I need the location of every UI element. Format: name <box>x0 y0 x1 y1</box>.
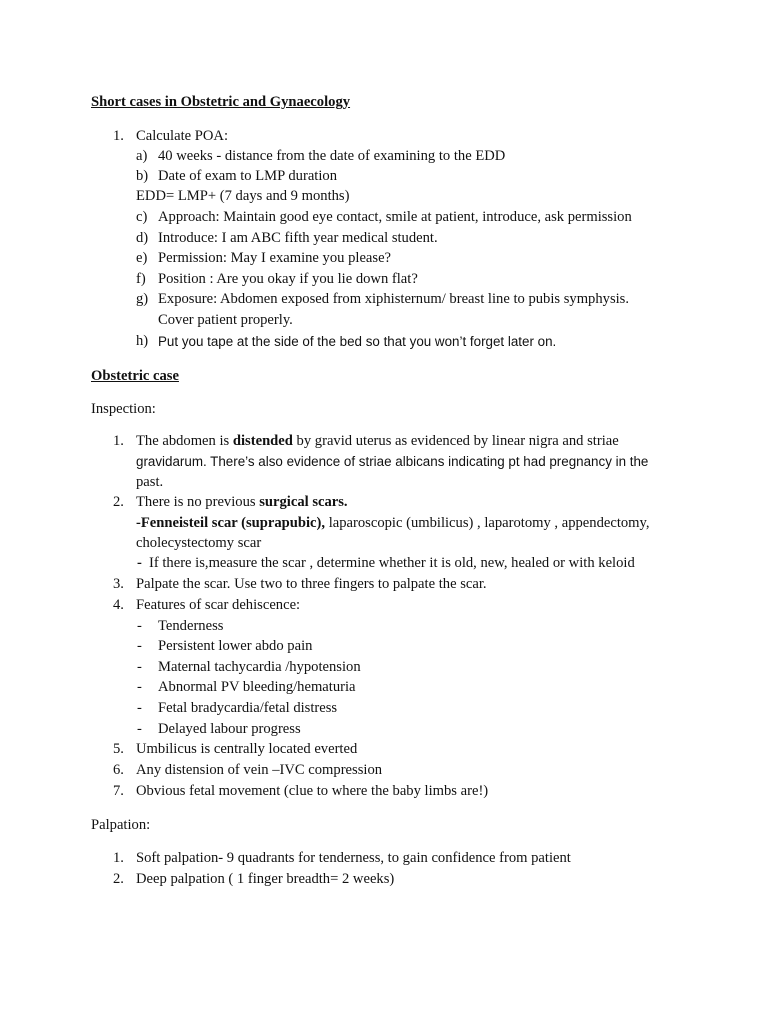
list-item-text: Features of scar dehiscence: <box>136 597 301 613</box>
list-item-continuation <box>136 516 650 531</box>
sub-item-text: 40 weeks - distance from the date of examining to the EDD <box>158 148 506 164</box>
list-item-text: Obvious fetal movement (clue to where the baby limbs are!) <box>136 783 489 799</box>
list-number: 1. <box>113 850 124 866</box>
edd-formula: EDD= LMP+ (7 days and 9 months) <box>136 188 350 204</box>
text-segment: The abdomen is <box>136 433 233 449</box>
list-number: 5. <box>113 741 124 757</box>
list-number: 4. <box>113 597 124 613</box>
list-item-text <box>136 495 348 510</box>
sub-item-text: Approach: Maintain good eye contact, smile at patient, introduce, ask permission <box>158 209 632 225</box>
sub-item-marker: b) <box>136 168 149 184</box>
list-number: 7. <box>113 783 124 799</box>
subsection-label: Palpation: <box>91 817 151 833</box>
subsection-label: Inspection: <box>91 401 156 417</box>
list-item-text: Soft palpation- 9 quadrants for tenderness, to gain confidence from patient <box>136 850 571 866</box>
dash-marker: - <box>137 700 142 716</box>
list-number: 6. <box>113 762 124 778</box>
dash-marker: - <box>137 659 142 675</box>
sub-item-marker: c) <box>136 209 148 225</box>
list-item-text: Palpate the scar. Use two to three fingers to palpate the scar. <box>136 576 487 592</box>
document-title: Short cases in Obstetric and Gynaecology <box>91 94 351 110</box>
list-number: 2. <box>113 871 124 887</box>
feature-item: Abnormal PV bleeding/hematuria <box>158 679 356 695</box>
text-segment: by gravid uterus as evidenced by linear nigra and striae <box>292 433 619 449</box>
sub-item-marker: d) <box>136 230 149 246</box>
list-item-continuation: past. <box>136 474 164 490</box>
dash-marker: - <box>137 721 142 737</box>
sub-item-text: Date of exam to LMP duration <box>158 168 338 184</box>
bold-term: distended <box>232 433 293 449</box>
bold-term: -Fenneisteil scar (suprapubic), <box>136 515 326 531</box>
dash-marker: - <box>137 555 142 571</box>
bold-term: surgical scars. <box>259 494 348 510</box>
list-number: 2. <box>113 494 124 510</box>
list-item-text: Deep palpation ( 1 finger breadth= 2 weeks) <box>136 871 395 887</box>
text-segment: laparoscopic (umbilicus) , laparotomy , appendectomy, <box>325 515 650 531</box>
dash-marker: - <box>137 618 142 634</box>
list-item-text: Umbilicus is centrally located everted <box>136 741 358 757</box>
list-number: 3. <box>113 576 124 592</box>
list-item-continuation: If there is,measure the scar , determine whether it is old, new, healed or with keloid <box>149 555 635 571</box>
feature-item: Tenderness <box>158 618 224 634</box>
sub-item-marker: a) <box>136 148 148 164</box>
list-number: 1. <box>113 128 124 144</box>
list-item-continuation: cholecystectomy scar <box>136 535 262 551</box>
sub-item-text: Position : Are you okay if you lie down flat? <box>158 271 418 287</box>
list-item-text <box>136 434 619 449</box>
feature-item: Maternal tachycardia /hypotension <box>158 659 361 675</box>
text-segment: There is no previous <box>136 494 260 510</box>
list-item-text: Any distension of vein –IVC compression <box>136 762 383 778</box>
sub-item-continuation: Cover patient properly. <box>158 312 293 328</box>
sub-item-text: Exposure: Abdomen exposed from xiphisternum/ breast line to pubis symphysis. <box>158 291 630 307</box>
feature-item: Delayed labour progress <box>158 721 301 737</box>
sub-item-marker: e) <box>136 250 148 266</box>
list-number: 1. <box>113 433 124 449</box>
list-item-heading: Calculate POA: <box>136 128 229 144</box>
dash-marker: - <box>137 638 142 654</box>
feature-item: Persistent lower abdo pain <box>158 638 313 654</box>
section-heading: Obstetric case <box>91 368 179 384</box>
list-item-continuation: gravidarum. There’s also evidence of striae albicans indicating pt had pregnancy in the <box>136 454 649 469</box>
feature-item: Fetal bradycardia/fetal distress <box>158 700 338 716</box>
sub-item-marker: f) <box>136 271 146 287</box>
sub-item-text: Put you tape at the side of the bed so that you won’t forget later on. <box>158 334 557 349</box>
sub-item-text: Permission: May I examine you please? <box>158 250 392 266</box>
sub-item-marker: h) <box>136 333 149 349</box>
sub-item-marker: g) <box>136 291 149 307</box>
dash-marker: - <box>137 679 142 695</box>
sub-item-text: Introduce: I am ABC fifth year medical student. <box>158 230 438 246</box>
